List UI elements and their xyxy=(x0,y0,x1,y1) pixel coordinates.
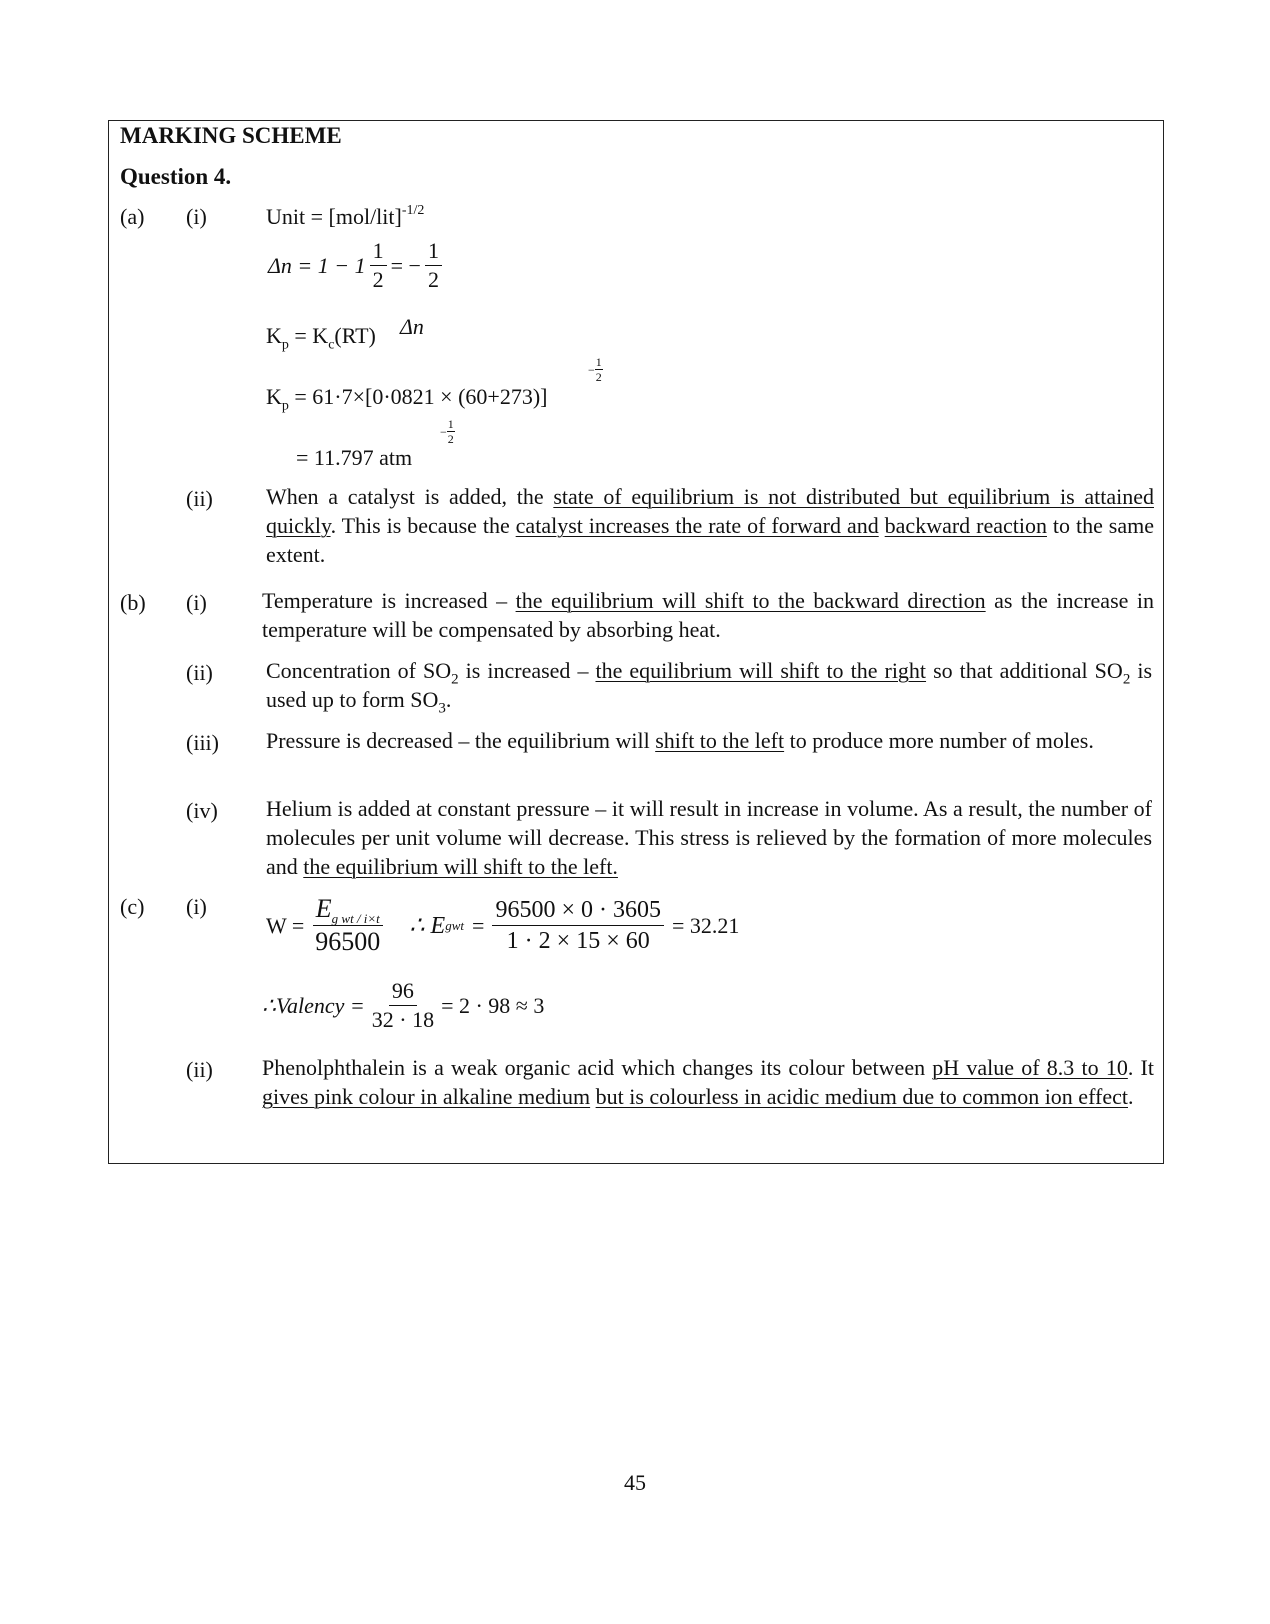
question-heading: Question 4. xyxy=(120,164,232,189)
valency-fraction: $\frac{96}{32 \cdot 18}$ xyxy=(371,978,435,1032)
kp-calculation: $K_p = 61\cdot 7\times[0\cdot 0821 \times (60+273)]$ xyxy=(266,384,548,414)
part-a-ii-text: When a catalyst is added, the state of equilibrium is not distributed but equilibrium is attained quickly. This is because the catalyst increases the rate of forward and backward reaction to the same extent. xyxy=(266,484,1154,567)
part-c-label: (c) xyxy=(120,894,145,919)
w-fraction: $\frac{E_{g wt / i\times t}}{96500}$ xyxy=(312,896,383,955)
part-c-ii-text: Phenolphthalein is a weak organic acid which changes its colour between pH value of 8.3 to 10. It gives pink colour in alkaline medium but is colourless in acidic medium due to common ion effect. xyxy=(262,1055,1154,1109)
part-b-iv-label: (iv) xyxy=(186,798,218,823)
kp-formula: $K_p = K_c(RT)$ xyxy=(266,323,376,353)
part-b-label: (b) xyxy=(120,590,146,615)
part-b-iii-label: (iii) xyxy=(186,730,219,755)
part-b-iii-text: Pressure is decreased – the equilibrium will shift to the left to produce more number of moles. xyxy=(266,728,1094,753)
result-exponent: − $\frac{1}{2}$ xyxy=(440,417,454,446)
kp-exponent: − $\frac{1}{2}$ xyxy=(588,355,602,384)
kp-result: = 11.797 atm xyxy=(296,445,413,470)
valency-equation: ∴Valency = $\frac{96}{32 \cdot 18}$ = 2 · 98 ≈ 3 xyxy=(262,978,545,1032)
part-b-i-label: (i) xyxy=(186,590,207,615)
half-fraction: $\frac{1}{2}$ xyxy=(370,240,387,291)
part-b-iv-text: Helium is added at constant pressure – it will result in increase in volume. As a result, the number of molecules per unit volume will decrease. This stress is relieved by the formation of more molecules and the equilibrium will shift to the left. xyxy=(266,796,1152,879)
unit-line: Unit = $[mol/lit]^{-1/2}$ xyxy=(266,202,425,229)
page-number: 45 xyxy=(624,1470,646,1495)
delta-n-equation: Δn = 1 − 1 $\frac{1}{2}$ = − $\frac{1}{2}$ xyxy=(268,240,442,291)
part-b-ii-label: (ii) xyxy=(186,660,213,685)
part-c-ii-label: (ii) xyxy=(186,1057,213,1082)
kp-delta-n-exponent: Δn xyxy=(400,314,424,339)
part-a-label: (a) xyxy=(120,204,145,229)
part-a-i-label: (i) xyxy=(186,204,207,229)
w-equation: W = $\frac{E_{g wt / i\times t}}{96500}$ ∴ E gwt = $\frac{96500 \times 0 \cdot 3605}{1 \cdot 2 \times 15 \times 60}$ = 32.21 xyxy=(266,894,740,956)
part-a-ii-label: (ii) xyxy=(186,486,213,511)
part-c-i-label: (i) xyxy=(186,894,207,919)
e-gwt-fraction: $\frac{96500 \times 0 \cdot 3605}{1 \cdot 2 \times 15 \times 60}$ xyxy=(492,898,664,953)
page-title: MARKING SCHEME xyxy=(120,123,342,148)
neg-half-fraction: $\frac{1}{2}$ xyxy=(425,240,442,291)
part-b-i-text: Temperature is increased – the equilibrium will shift to the backward direction as the increase in temperature will be compensated by absorbing heat. xyxy=(262,588,1155,642)
part-b-ii-text: Concentration of $SO_2$ is increased – the equilibrium will shift to the right so that additional $SO_2$ is used up to form $SO_3$. xyxy=(266,658,1153,717)
